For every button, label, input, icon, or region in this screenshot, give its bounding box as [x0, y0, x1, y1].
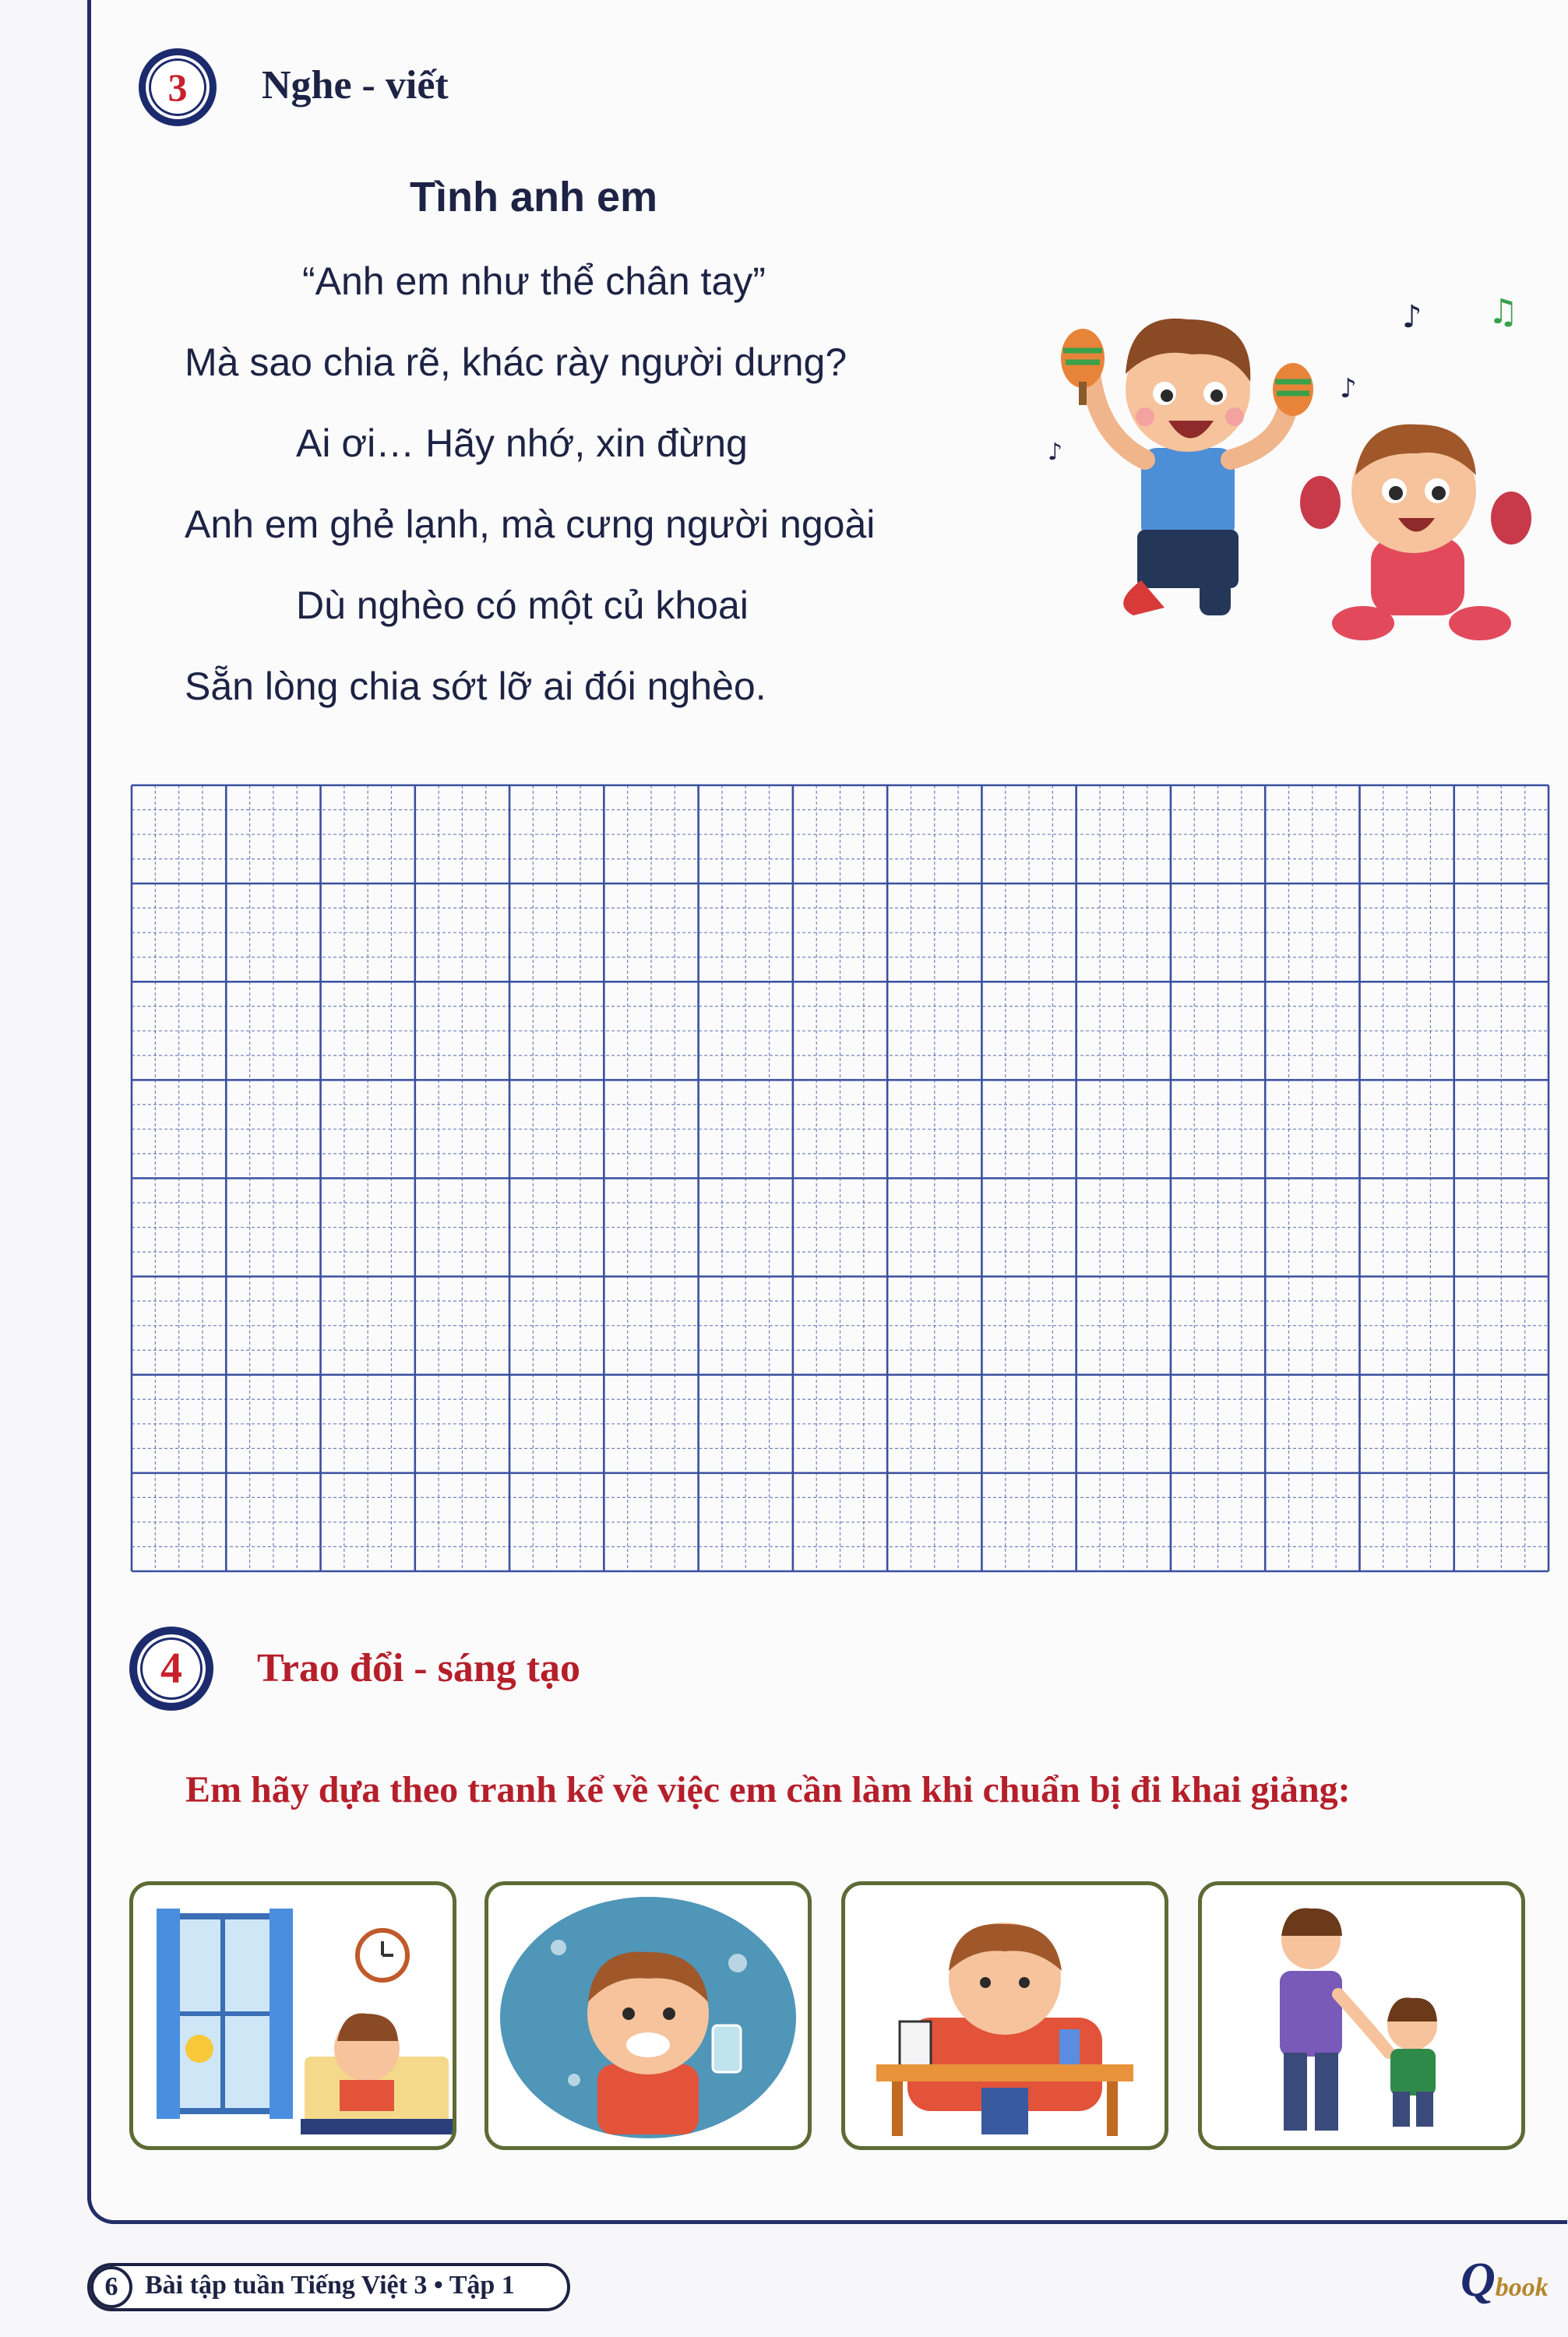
- boy-figure: [1091, 319, 1289, 615]
- picture-card-brushing-teeth: [484, 1881, 812, 2150]
- writing-grid[interactable]: [129, 783, 1551, 1574]
- section-3-title: Nghe - viết: [262, 63, 449, 108]
- publisher-logo: [1461, 2253, 1549, 2308]
- picture-card-eating-breakfast: [841, 1881, 1168, 2150]
- poem-line-2: Mà sao chia rẽ, khác rày người dưng?: [185, 340, 847, 384]
- footer-page-number: 6: [90, 2266, 132, 2308]
- svg-text:♪: ♪: [1048, 439, 1063, 466]
- svg-text:♪: ♪: [1402, 299, 1422, 335]
- poem-line-6: Sẵn lòng chia sớt lỡ ai đói nghèo.: [185, 664, 766, 708]
- section-4-number-badge: 4: [129, 1627, 213, 1711]
- svg-text:♫: ♫: [1488, 292, 1519, 332]
- section-4-instruction: Em hãy dựa theo tranh kể về việc em cần làm khi chuẩn bị đi khai giảng:: [185, 1769, 1351, 1810]
- section-4-title: Trao đổi - sáng tạo: [257, 1646, 581, 1690]
- footer-book-title: Bài tập tuần Tiếng Việt 3 • Tập 1: [145, 2271, 515, 2300]
- section-3-number-badge: 3: [139, 48, 217, 126]
- children-maracas-illustration: [1036, 280, 1535, 654]
- picture-card-waking-up: [129, 1881, 456, 2150]
- logo-rest: book: [1495, 2273, 1549, 2302]
- girl-figure: [1300, 425, 1531, 640]
- logo-initial: Q: [1461, 2254, 1496, 2307]
- poem-line-4: Anh em ghẻ lạnh, mà cưng người ngoài: [185, 502, 876, 546]
- poem-line-1: “Anh em như thể chân tay”: [302, 259, 766, 303]
- poem-line-3: Ai ơi… Hãy nhớ, xin đừng: [296, 421, 748, 465]
- svg-text:♪: ♪: [1340, 373, 1357, 404]
- poem-line-5: Dù nghèo có một củ khoai: [296, 583, 749, 627]
- picture-card-going-to-school: [1198, 1881, 1525, 2150]
- poem-title: Tình anh em: [409, 174, 657, 220]
